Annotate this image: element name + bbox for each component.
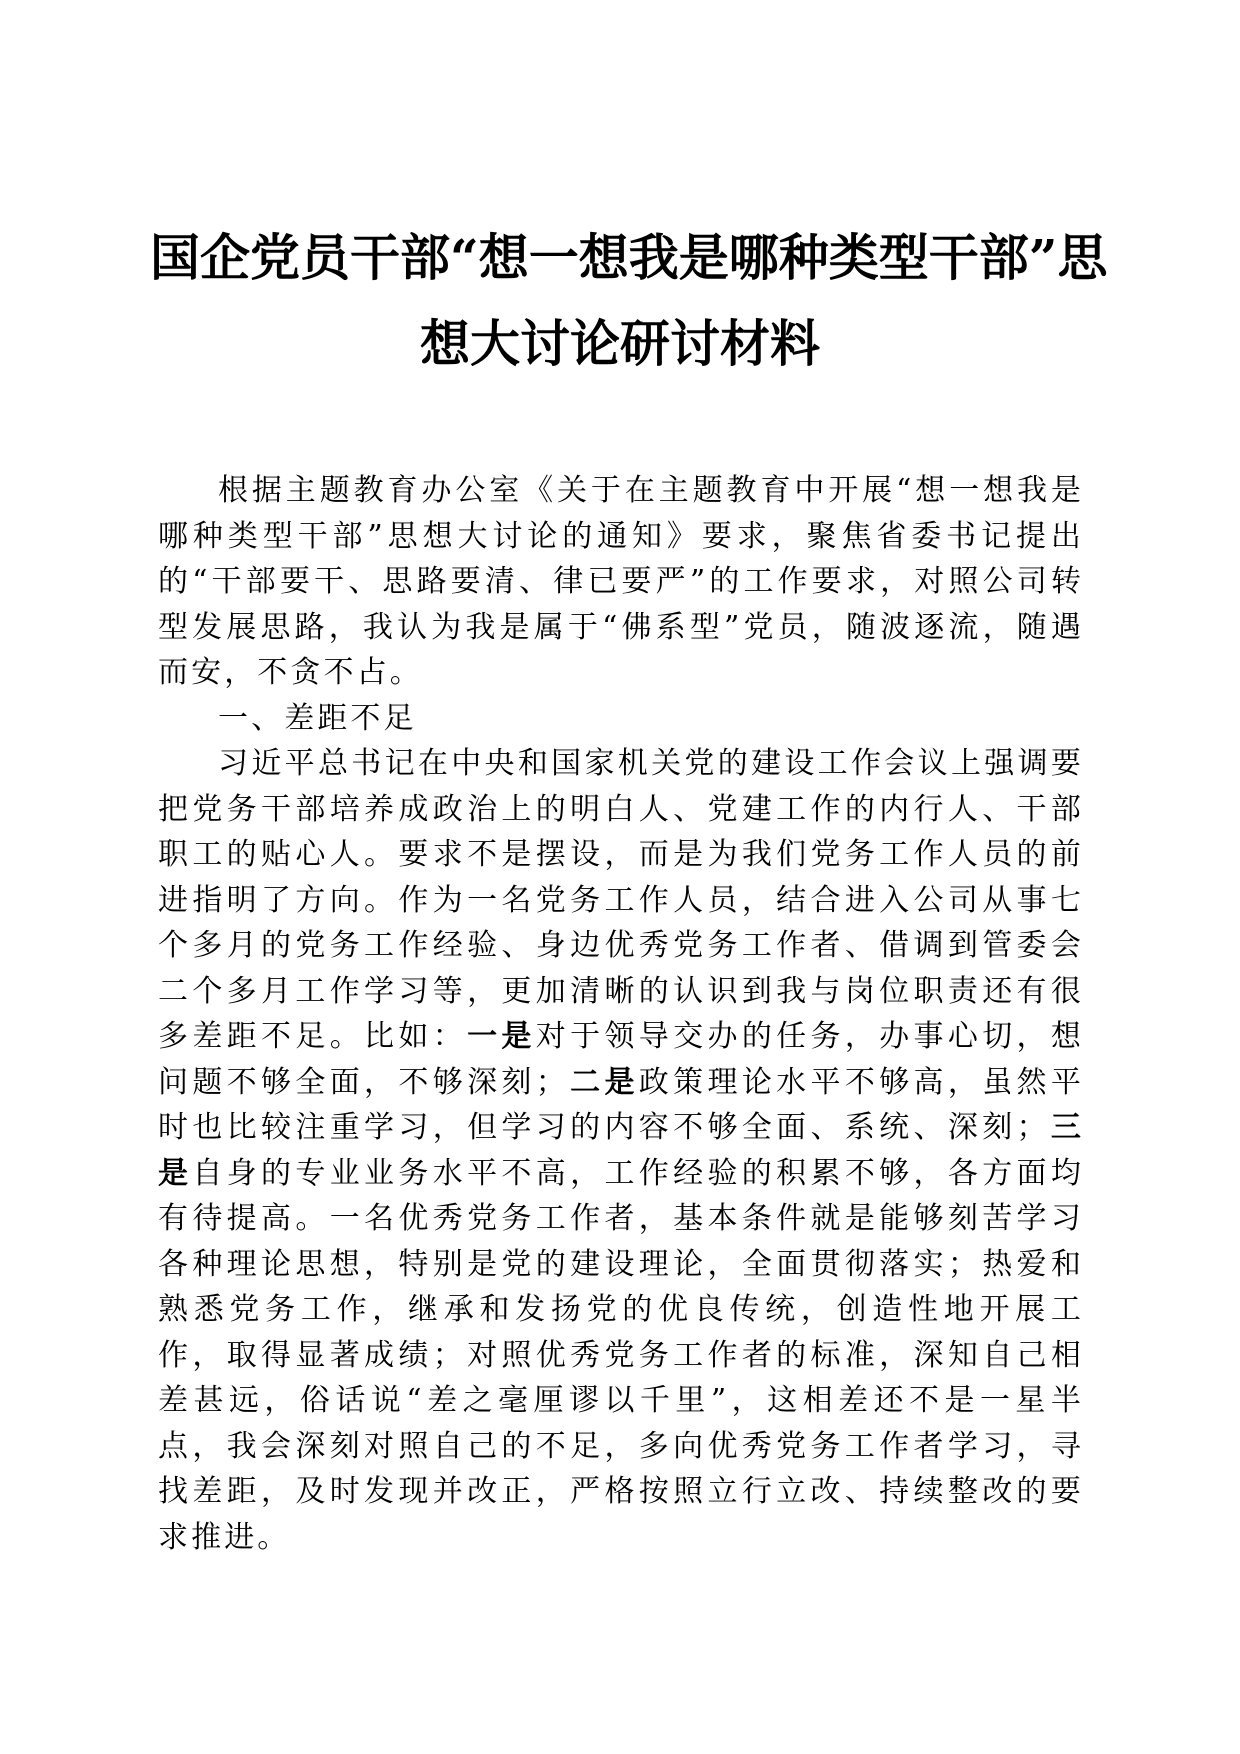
point-text-3: 自身的专业业务水平不高，工作经验的积累不够，各方面均有待提高。一名优秀党务工作者，基本条件就是能够刻苦学习各种理论思想，特别是党的建设理论，全面贯彻落实；热爱和熟悉党务工作，继承和发扬党的优良传统，创造性地开展工作，取得显著成绩；对照优秀党务工作者的标准，深知自己相差甚远，俗话说“差之毫厘谬以千里”，这相差还不是一星半点，我会深刻对照自己的不足，多向优秀党务工作者学习，寻找差距，及时发现并改正，严格按照立行立改、持续整改的要求推进。	[158, 1155, 1084, 1555]
document-title-line-1: 国企党员干部“想一想我是哪种类型干部”思	[150, 228, 1108, 287]
section-paragraph-gap	[158, 741, 1084, 1560]
point-label-1: 一是	[467, 1019, 536, 1054]
document-title-line-2: 想大讨论研讨材料	[420, 314, 820, 373]
point-text-2: 政策理论水平不够高，虽然平时也比较注重学习，但学习的内容不够全面、系统、深刻；	[158, 1064, 1084, 1145]
point-label-2: 二是	[568, 1064, 639, 1100]
document-body	[158, 468, 1084, 1560]
paragraph-text: 习近平总书记在中央和国家机关党的建设工作会议上强调要把党务干部培养成政治上的明白人、党建工作的内行人、干部职工的贴心人。要求不是摆设，而是为我们党务工作人员的前进指明了方向。作为一名党务工作人员，结合进入公司从事七个多月的党务工作经验、身边优秀党务工作者、借调到管委会二个多月工作学习等，更加清晰的认识到我与岗位职责还有很多差距不足。比如：	[158, 746, 1084, 1054]
point-text-1: 对于领导交办的任务，办事心切，想问题不够全面，不够深刻；	[158, 1019, 1084, 1100]
point-label-3: 三是	[158, 1110, 1084, 1191]
section-heading-gap: 一、差距不足	[218, 700, 417, 736]
intro-paragraph: 根据主题教育办公室《关于在主题教育中开展“想一想我是哪种类型干部”思想大讨论的通知》要求，聚焦省委书记提出的“干部要干、思路要清、律已要严”的工作要求，对照公司转型发展思路，我认为我是属于“佛系型”党员，随波逐流，随遇而安，不贪不占。	[158, 473, 1084, 690]
